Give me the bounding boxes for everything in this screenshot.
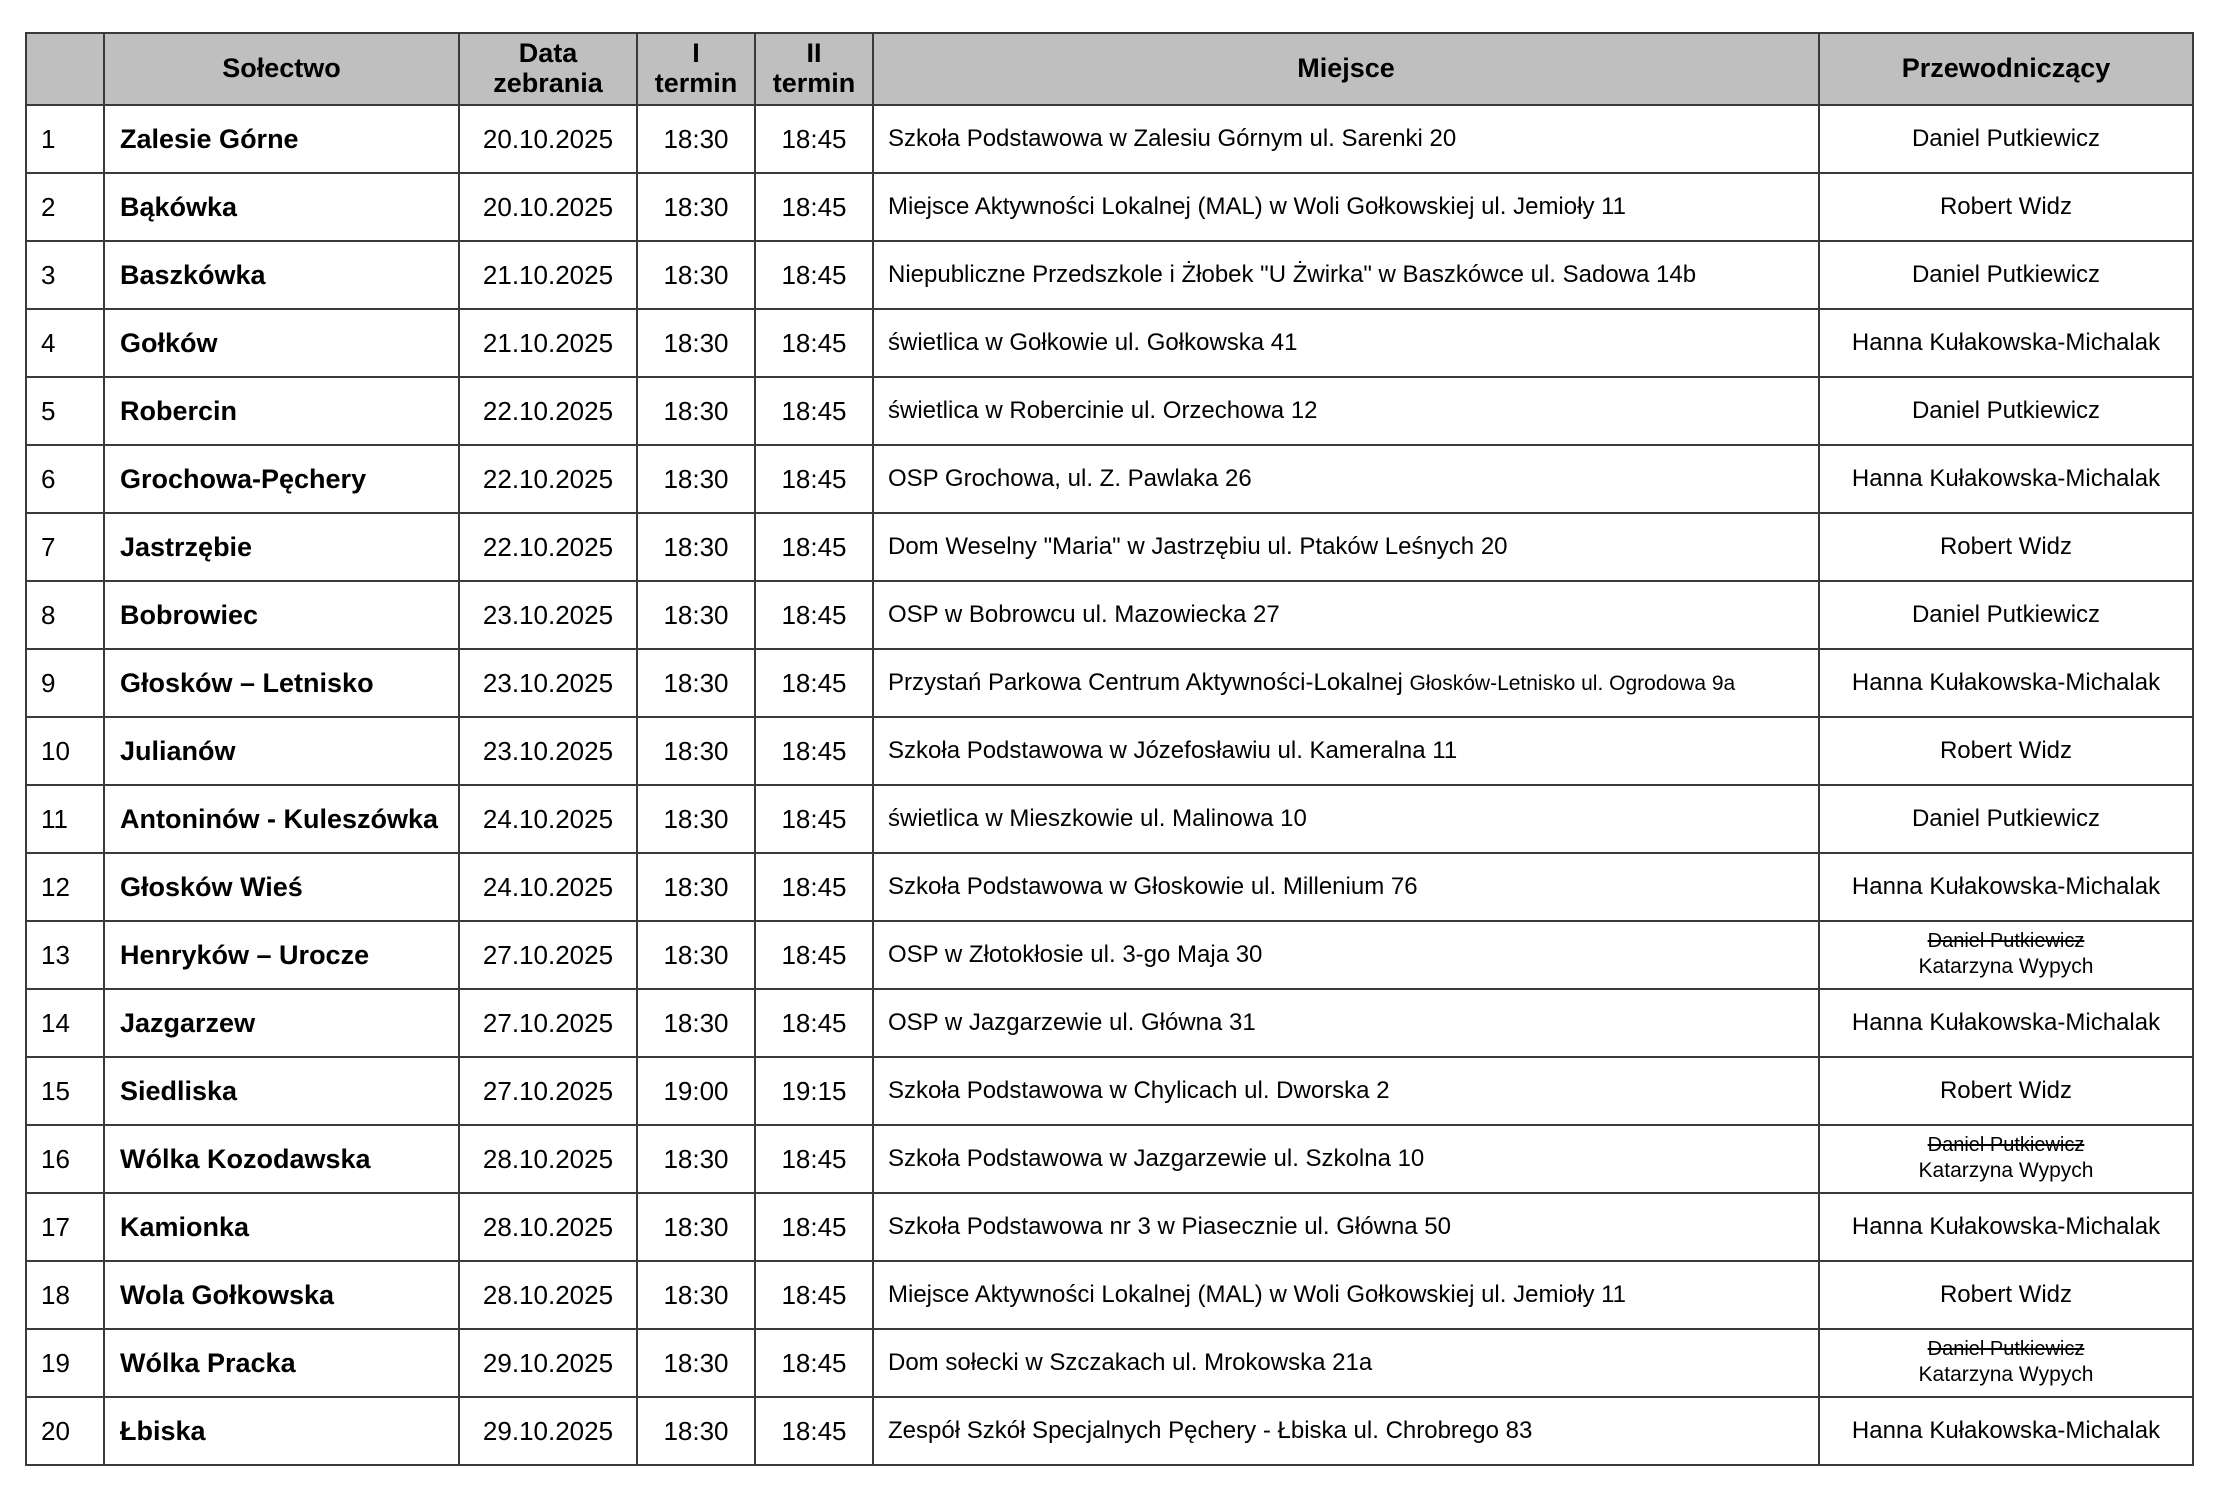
meeting-place [873, 309, 1819, 377]
header-no [26, 33, 104, 105]
village-name: Siedliska [104, 1057, 459, 1125]
chairperson-name: Robert Widz [1939, 1077, 2073, 1104]
table-row [26, 1261, 2193, 1329]
chairperson-name: Hanna Kułakowska-Michalak [1851, 873, 2161, 900]
row-number: 7 [26, 513, 104, 581]
chairperson-name: Robert Widz [1939, 533, 2073, 560]
meeting-place-text: Szkoła Podstawowa w Chylicach ul. Dworska 2 [888, 1077, 1390, 1104]
meeting-place-text: OSP Grochowa, ul. Z. Pawlaka 26 [888, 465, 1252, 492]
row-number: 3 [26, 241, 104, 309]
second-term-time: 18:45 [755, 173, 873, 241]
village-name: Julianów [104, 717, 459, 785]
meeting-place-text: Dom sołecki w Szczakach ul. Mrokowska 21a [888, 1349, 1373, 1376]
second-term-time: 18:45 [755, 581, 873, 649]
village-name: Łbiska [104, 1397, 459, 1465]
chairperson-struck: Daniel Putkiewicz [1927, 1337, 2085, 1360]
village-name: Kamionka [104, 1193, 459, 1261]
village-name: Bąkówka [104, 173, 459, 241]
chairperson [1819, 173, 2193, 241]
meeting-date: 24.10.2025 [459, 853, 637, 921]
chairperson [1819, 309, 2193, 377]
table-row [26, 377, 2193, 445]
meeting-place-text: Dom Weselny "Maria" w Jastrzębiu ul. Ptaków Leśnych 20 [888, 533, 1508, 560]
first-term-time: 18:30 [637, 445, 755, 513]
meeting-date: 27.10.2025 [459, 1057, 637, 1125]
meeting-place [873, 513, 1819, 581]
row-number: 14 [26, 989, 104, 1057]
table-row [26, 989, 2193, 1057]
chairperson-name: Hanna Kułakowska-Michalak [1851, 329, 2161, 356]
chairperson-name: Katarzyna Wypych [1918, 954, 2094, 978]
chairperson-name: Hanna Kułakowska-Michalak [1851, 1009, 2161, 1036]
first-term-time: 18:30 [637, 853, 755, 921]
row-number: 13 [26, 921, 104, 989]
meeting-place [873, 241, 1819, 309]
chairperson-name: Daniel Putkiewicz [1911, 397, 2101, 424]
village-name: Baszkówka [104, 241, 459, 309]
meeting-place [873, 173, 1819, 241]
meeting-place-text: Szkoła Podstawowa w Głoskowie ul. Millenium 76 [888, 873, 1418, 900]
table-row [26, 105, 2193, 173]
row-number: 1 [26, 105, 104, 173]
first-term-time: 18:30 [637, 1397, 755, 1465]
meeting-date: 29.10.2025 [459, 1397, 637, 1465]
row-number: 18 [26, 1261, 104, 1329]
table-row [26, 173, 2193, 241]
row-number: 11 [26, 785, 104, 853]
row-number: 10 [26, 717, 104, 785]
meeting-place [873, 105, 1819, 173]
first-term-time: 18:30 [637, 241, 755, 309]
meeting-date: 22.10.2025 [459, 513, 637, 581]
meeting-date: 20.10.2025 [459, 173, 637, 241]
meeting-schedule-table [25, 32, 2194, 1466]
village-name: Henryków – Urocze [104, 921, 459, 989]
first-term-time: 18:30 [637, 649, 755, 717]
first-term-time: 18:30 [637, 1125, 755, 1193]
meeting-place [873, 581, 1819, 649]
row-number: 20 [26, 1397, 104, 1465]
village-name: Jazgarzew [104, 989, 459, 1057]
first-term-time: 18:30 [637, 717, 755, 785]
first-term-time: 18:30 [637, 1329, 755, 1397]
table-row [26, 921, 2193, 989]
table-row [26, 1397, 2193, 1465]
meeting-place [873, 989, 1819, 1057]
chairperson [1819, 853, 2193, 921]
meeting-place-text: Szkoła Podstawowa w Zalesiu Górnym ul. Sarenki 20 [888, 125, 1457, 152]
table-row [26, 1057, 2193, 1125]
chairperson-struck: Daniel Putkiewicz [1927, 929, 2085, 952]
header-date [459, 33, 637, 105]
chairperson [1819, 105, 2193, 173]
table-row [26, 717, 2193, 785]
row-number: 9 [26, 649, 104, 717]
meeting-place [873, 649, 1819, 717]
village-name: Robercin [104, 377, 459, 445]
meeting-date: 22.10.2025 [459, 445, 637, 513]
chairperson [1819, 513, 2193, 581]
meeting-date: 23.10.2025 [459, 717, 637, 785]
chairperson-name: Hanna Kułakowska-Michalak [1851, 669, 2161, 696]
header-first-term [637, 33, 755, 105]
table-row [26, 785, 2193, 853]
village-name: Wólka Kozodawska [104, 1125, 459, 1193]
meeting-date: 20.10.2025 [459, 105, 637, 173]
meeting-place [873, 1057, 1819, 1125]
village-name: Gołków [104, 309, 459, 377]
row-number: 19 [26, 1329, 104, 1397]
table-row [26, 309, 2193, 377]
first-term-time: 18:30 [637, 581, 755, 649]
chairperson-struck: Daniel Putkiewicz [1927, 1133, 2085, 1156]
row-number: 16 [26, 1125, 104, 1193]
table-row [26, 513, 2193, 581]
village-name: Antoninów - Kuleszówka [104, 785, 459, 853]
meeting-date: 28.10.2025 [459, 1125, 637, 1193]
first-term-time: 18:30 [637, 173, 755, 241]
chairperson-name: Robert Widz [1939, 737, 2073, 764]
meeting-place-text: OSP w Bobrowcu ul. Mazowiecka 27 [888, 601, 1280, 628]
chairperson [1819, 377, 2193, 445]
first-term-time: 18:30 [637, 309, 755, 377]
meeting-place-text: Miejsce Aktywności Lokalnej (MAL) w Woli Gołkowskiej ul. Jemioły 11 [888, 1281, 1627, 1308]
meeting-place-text: Szkoła Podstawowa w Jazgarzewie ul. Szkolna 10 [888, 1145, 1425, 1172]
row-number: 4 [26, 309, 104, 377]
chairperson-name: Robert Widz [1939, 1281, 2073, 1308]
chairperson-name: Robert Widz [1939, 193, 2073, 220]
chairperson [1819, 445, 2193, 513]
meeting-date: 21.10.2025 [459, 309, 637, 377]
village-name: Jastrzębie [104, 513, 459, 581]
meeting-place-text: Niepubliczne Przedszkole i Żłobek "U Żwirka" w Baszkówce ul. Sadowa 14b [888, 261, 1697, 288]
chairperson [1819, 1397, 2193, 1465]
meeting-place-address: Głosków-Letnisko ul. Ogrodowa 9a [1409, 672, 1736, 695]
second-term-time: 18:45 [755, 1397, 873, 1465]
first-term-time: 18:30 [637, 921, 755, 989]
meeting-date: 28.10.2025 [459, 1261, 637, 1329]
chairperson [1819, 921, 2193, 989]
meeting-place-text: Szkoła Podstawowa w Józefosławiu ul. Kameralna 11 [888, 737, 1458, 764]
second-term-time: 18:45 [755, 1329, 873, 1397]
chairperson [1819, 989, 2193, 1057]
meeting-place [873, 1329, 1819, 1397]
village-name: Głosków Wieś [104, 853, 459, 921]
meeting-place [873, 717, 1819, 785]
first-term-time: 18:30 [637, 989, 755, 1057]
second-term-time: 19:15 [755, 1057, 873, 1125]
chairperson-name: Katarzyna Wypych [1918, 1362, 2094, 1386]
meeting-place [873, 785, 1819, 853]
chairperson-name: Katarzyna Wypych [1918, 1158, 2094, 1182]
second-term-time: 18:45 [755, 989, 873, 1057]
table-row [26, 581, 2193, 649]
village-name: Głosków – Letnisko [104, 649, 459, 717]
row-number: 6 [26, 445, 104, 513]
first-term-time: 18:30 [637, 785, 755, 853]
meeting-date: 21.10.2025 [459, 241, 637, 309]
chairperson [1819, 1125, 2193, 1193]
row-number: 5 [26, 377, 104, 445]
village-name: Zalesie Górne [104, 105, 459, 173]
meeting-date: 28.10.2025 [459, 1193, 637, 1261]
second-term-time: 18:45 [755, 1193, 873, 1261]
table-row [26, 649, 2193, 717]
second-term-time: 18:45 [755, 513, 873, 581]
second-term-time: 18:45 [755, 309, 873, 377]
chairperson [1819, 1261, 2193, 1329]
table-row [26, 853, 2193, 921]
meeting-place-text: Szkoła Podstawowa nr 3 w Piasecznie ul. Główna 50 [888, 1213, 1451, 1240]
first-term-time: 19:00 [637, 1057, 755, 1125]
meeting-place [873, 853, 1819, 921]
second-term-time: 18:45 [755, 105, 873, 173]
table-row [26, 1125, 2193, 1193]
second-term-time: 18:45 [755, 717, 873, 785]
meeting-place-text: OSP w Jazgarzewie ul. Główna 31 [888, 1009, 1256, 1036]
header-date-line2: zebrania [493, 68, 603, 98]
first-term-time: 18:30 [637, 1193, 755, 1261]
header-second-term [755, 33, 873, 105]
meeting-place [873, 377, 1819, 445]
chairperson [1819, 785, 2193, 853]
meeting-date: 27.10.2025 [459, 989, 637, 1057]
meeting-place-text: świetlica w Mieszkowie ul. Malinowa 10 [888, 805, 1307, 832]
meeting-place [873, 1125, 1819, 1193]
village-name: Grochowa-Pęchery [104, 445, 459, 513]
header-first-term-line2: termin [654, 68, 738, 98]
meeting-date: 27.10.2025 [459, 921, 637, 989]
header-row [26, 33, 2193, 105]
second-term-time: 18:45 [755, 1261, 873, 1329]
first-term-time: 18:30 [637, 377, 755, 445]
meeting-place-text: świetlica w Robercinie ul. Orzechowa 12 [888, 397, 1318, 424]
second-term-time: 18:45 [755, 853, 873, 921]
schedule-body [26, 105, 2193, 1465]
row-number: 15 [26, 1057, 104, 1125]
header-second-term-line2: termin [772, 68, 856, 98]
village-name: Wola Gołkowska [104, 1261, 459, 1329]
chairperson-name: Daniel Putkiewicz [1911, 805, 2101, 832]
meeting-date: 23.10.2025 [459, 581, 637, 649]
meeting-place-text: Zespół Szkół Specjalnych Pęchery - Łbiska ul. Chrobrego 83 [888, 1417, 1533, 1444]
first-term-time: 18:30 [637, 105, 755, 173]
chairperson [1819, 1193, 2193, 1261]
meeting-date: 29.10.2025 [459, 1329, 637, 1397]
second-term-time: 18:45 [755, 377, 873, 445]
header-chair: Przewodniczący [1819, 33, 2193, 105]
header-first-term-line1: I [692, 38, 700, 69]
table-row [26, 445, 2193, 513]
chairperson [1819, 649, 2193, 717]
chairperson-name: Daniel Putkiewicz [1911, 125, 2101, 152]
chairperson-name: Hanna Kułakowska-Michalak [1851, 1417, 2161, 1444]
table-row [26, 241, 2193, 309]
second-term-time: 18:45 [755, 445, 873, 513]
village-name: Wólka Pracka [104, 1329, 459, 1397]
meeting-place-text: Miejsce Aktywności Lokalnej (MAL) w Woli Gołkowskiej ul. Jemioły 11 [888, 193, 1627, 220]
header-place: Miejsce [873, 33, 1819, 105]
row-number: 8 [26, 581, 104, 649]
meeting-date: 23.10.2025 [459, 649, 637, 717]
meeting-date: 24.10.2025 [459, 785, 637, 853]
meeting-place [873, 921, 1819, 989]
row-number: 12 [26, 853, 104, 921]
row-number: 17 [26, 1193, 104, 1261]
second-term-time: 18:45 [755, 241, 873, 309]
chairperson [1819, 581, 2193, 649]
meeting-place [873, 1397, 1819, 1465]
chairperson-name: Daniel Putkiewicz [1911, 601, 2101, 628]
row-number: 2 [26, 173, 104, 241]
chairperson [1819, 1329, 2193, 1397]
second-term-time: 18:45 [755, 649, 873, 717]
chairperson [1819, 717, 2193, 785]
chairperson [1819, 1057, 2193, 1125]
header-second-term-line1: II [806, 38, 822, 69]
table-row [26, 1329, 2193, 1397]
meeting-place [873, 445, 1819, 513]
header-village: Sołectwo [104, 33, 459, 105]
second-term-time: 18:45 [755, 785, 873, 853]
meeting-place-text: świetlica w Gołkowie ul. Gołkowska 41 [888, 329, 1298, 356]
meeting-place [873, 1193, 1819, 1261]
second-term-time: 18:45 [755, 921, 873, 989]
second-term-time: 18:45 [755, 1125, 873, 1193]
chairperson-name: Hanna Kułakowska-Michalak [1851, 1213, 2161, 1240]
first-term-time: 18:30 [637, 1261, 755, 1329]
first-term-time: 18:30 [637, 513, 755, 581]
chairperson [1819, 241, 2193, 309]
meeting-place [873, 1261, 1819, 1329]
header-date-line1: Data [518, 38, 578, 69]
table-row [26, 1193, 2193, 1261]
meeting-date: 22.10.2025 [459, 377, 637, 445]
meeting-place-text: OSP w Złotokłosie ul. 3-go Maja 30 [888, 941, 1263, 968]
chairperson-name: Daniel Putkiewicz [1911, 261, 2101, 288]
chairperson-name: Hanna Kułakowska-Michalak [1851, 465, 2161, 492]
village-name: Bobrowiec [104, 581, 459, 649]
meeting-place-text: Przystań Parkowa Centrum Aktywności-Lokalnej [888, 669, 1403, 696]
